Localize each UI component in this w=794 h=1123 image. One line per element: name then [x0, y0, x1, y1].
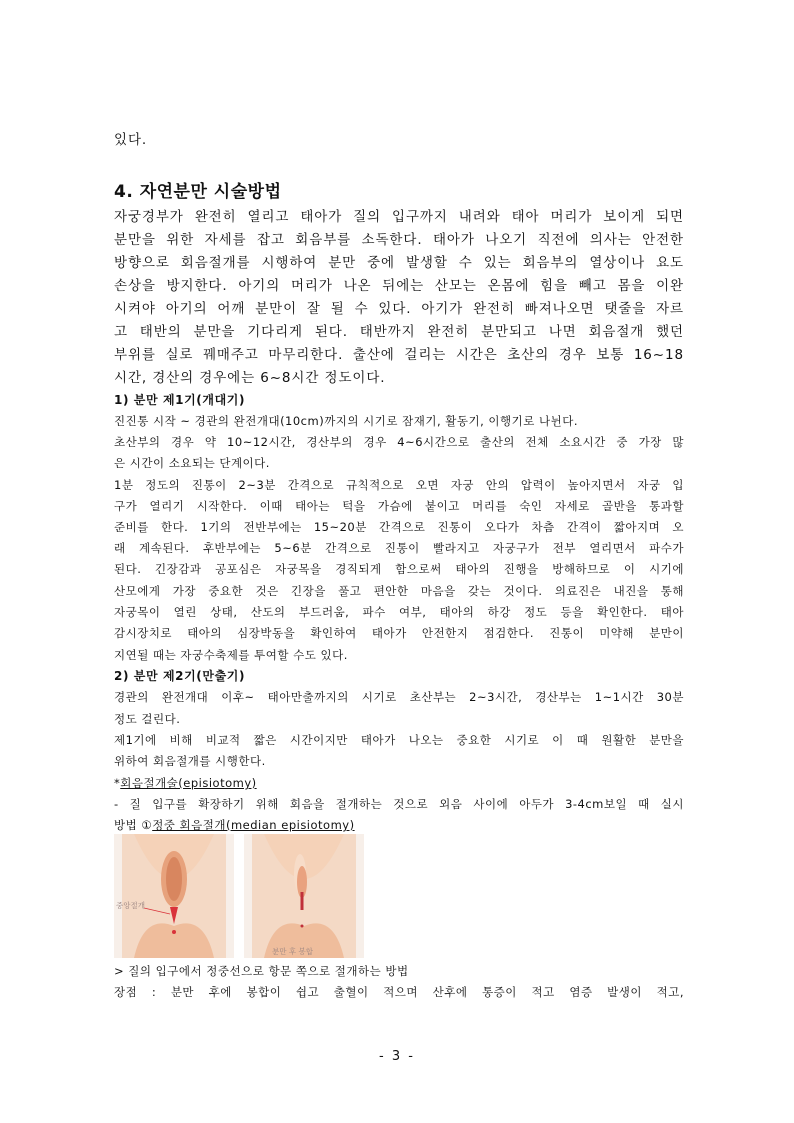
asterisk: * [114, 776, 121, 790]
intro-line: 시켜야 아기의 어깨 분만이 잘 될 수 있다. 아기가 완전히 빠져나오면 탯줄을 자르 [114, 301, 684, 317]
stage1-line: 래 계속된다. 후반부에는 5~6분 간격으로 진통이 빨라지고 자궁구가 전부 열리면서 파수가 [114, 541, 684, 555]
episiotomy-figure [114, 834, 364, 958]
after-suture-illustration [244, 834, 364, 958]
advantage-line: 장점 : 분만 후에 봉합이 쉽고 출혈이 적으며 산후에 통증이 적고 염증 발생이 적고, [114, 985, 684, 999]
stage1-line: 지연될 때는 자궁수축제를 투여할 수도 있다. [114, 648, 348, 662]
stage2-heading: 2) 분만 제2기(만출기) [114, 669, 246, 683]
stage1-line: 된다. 긴장감과 공포심은 자궁목을 경직되게 함으로써 태아의 진행을 방해하므로 이 시기에 [114, 562, 684, 576]
stage1-line: 1분 정도의 진통이 2~3분 간격으로 규칙적으로 오면 자궁 안의 압력이 높아지면서 자궁 입 [114, 478, 684, 492]
episiotomy-title-line [114, 775, 684, 791]
section-heading: 4. 자연분만 시술방법 [114, 182, 282, 202]
intro-line: 방향으로 회음절개를 시행하여 분만 중에 발생할 수 있는 회음부의 열상이나 요도 [114, 255, 684, 271]
intro-line: 분만을 위한 자세를 잡고 회음부를 소독한다. 태아가 나오기 직전에 의사는 안전한 [114, 232, 684, 248]
method-prefix: 방법 ① [114, 818, 153, 832]
median-incision-label: 중앙절개 [116, 901, 145, 910]
stage2-line: 제1기에 비해 비교적 짧은 시간이지만 태아가 나오는 중요한 시기로 이 때 원활한 분만을 [114, 733, 684, 747]
stage2-line: 경관의 완전개대 이후~ 태아만출까지의 시기로 초산부는 2~3시간, 경산부는 1~1시간 30분 [114, 690, 684, 704]
stage1-line: 구가 열리기 시작한다. 이때 태아는 턱을 가슴에 붙이고 머리를 숙인 자세로 골반을 통과할 [114, 499, 684, 513]
intro-line: 시간, 경산의 경우에는 6~8시간 정도이다. [114, 370, 386, 386]
stage2-line: 정도 걸린다. [114, 712, 181, 726]
after-suture-label: 분만 후 봉합 [272, 947, 313, 956]
intro-line: 손상을 방지한다. 아기의 머리가 나온 뒤에는 산모는 온몸에 힘을 빼고 몸을 이완 [114, 278, 684, 294]
stage1-line: 은 시간이 소요되는 단계이다. [114, 456, 270, 470]
method-desc: > 질의 입구에서 정중선으로 항문 쪽으로 절개하는 방법 [114, 964, 409, 978]
page-number: - 3 - [379, 1049, 415, 1064]
median-incision-illustration [114, 834, 234, 958]
stage1-line: 초산부의 경우 약 10~12시간, 경산부의 경우 4~6시간으로 출산의 전체 소요시간 중 가장 많 [114, 435, 684, 449]
intro-line: 고 태반의 분만을 기다리게 된다. 태반까지 완전히 분만되고 나면 회음절개 했던 [114, 324, 684, 340]
episiotomy-desc: - 질 입구를 확장하기 위해 회음을 절개하는 것으로 외음 사이에 아두가 3-4cm보일 때 실시 [114, 797, 684, 811]
stage1-line: 진진통 시작 ~ 경관의 완전개대(10cm)까지의 시기로 잠재기, 활동기, 이행기로 나뉜다. [114, 414, 579, 428]
method-title: 정중 회음절개(median episiotomy) [152, 818, 355, 832]
intro-line: 자궁경부가 완전히 열리고 태아가 질의 입구까지 내려와 태아 머리가 보이게 되면 [114, 209, 684, 225]
stage1-line: 자궁목이 열린 상태, 산도의 부드러움, 파수 여부, 태아의 하강 정도 등을 확인한다. 태아 [114, 605, 684, 619]
stage1-heading: 1) 분만 제1기(개대기) [114, 393, 246, 407]
stage1-line: 감시장치로 태아의 심장박동을 확인하여 태아가 안전한지 점검한다. 진통이 미약해 분만이 [114, 626, 684, 640]
continued-text: 있다. [114, 132, 148, 148]
method-line [114, 817, 684, 833]
stage1-line: 산모에게 가장 중요한 것은 긴장을 풀고 편안한 마음을 갖는 것이다. 의료진은 내진을 통해 [114, 584, 684, 598]
intro-line: 부위를 실로 꿰매주고 마무리한다. 출산에 걸리는 시간은 초산의 경우 보통 16~18 [114, 347, 684, 363]
stage1-line: 준비를 한다. 1기의 전반부에는 15~20분 간격으로 진통이 오다가 차츰 간격이 짧아지며 오 [114, 520, 684, 534]
episiotomy-title: 회음절개술(episiotomy) [120, 776, 257, 790]
stage2-line: 위하여 회음절개를 시행한다. [114, 754, 266, 768]
